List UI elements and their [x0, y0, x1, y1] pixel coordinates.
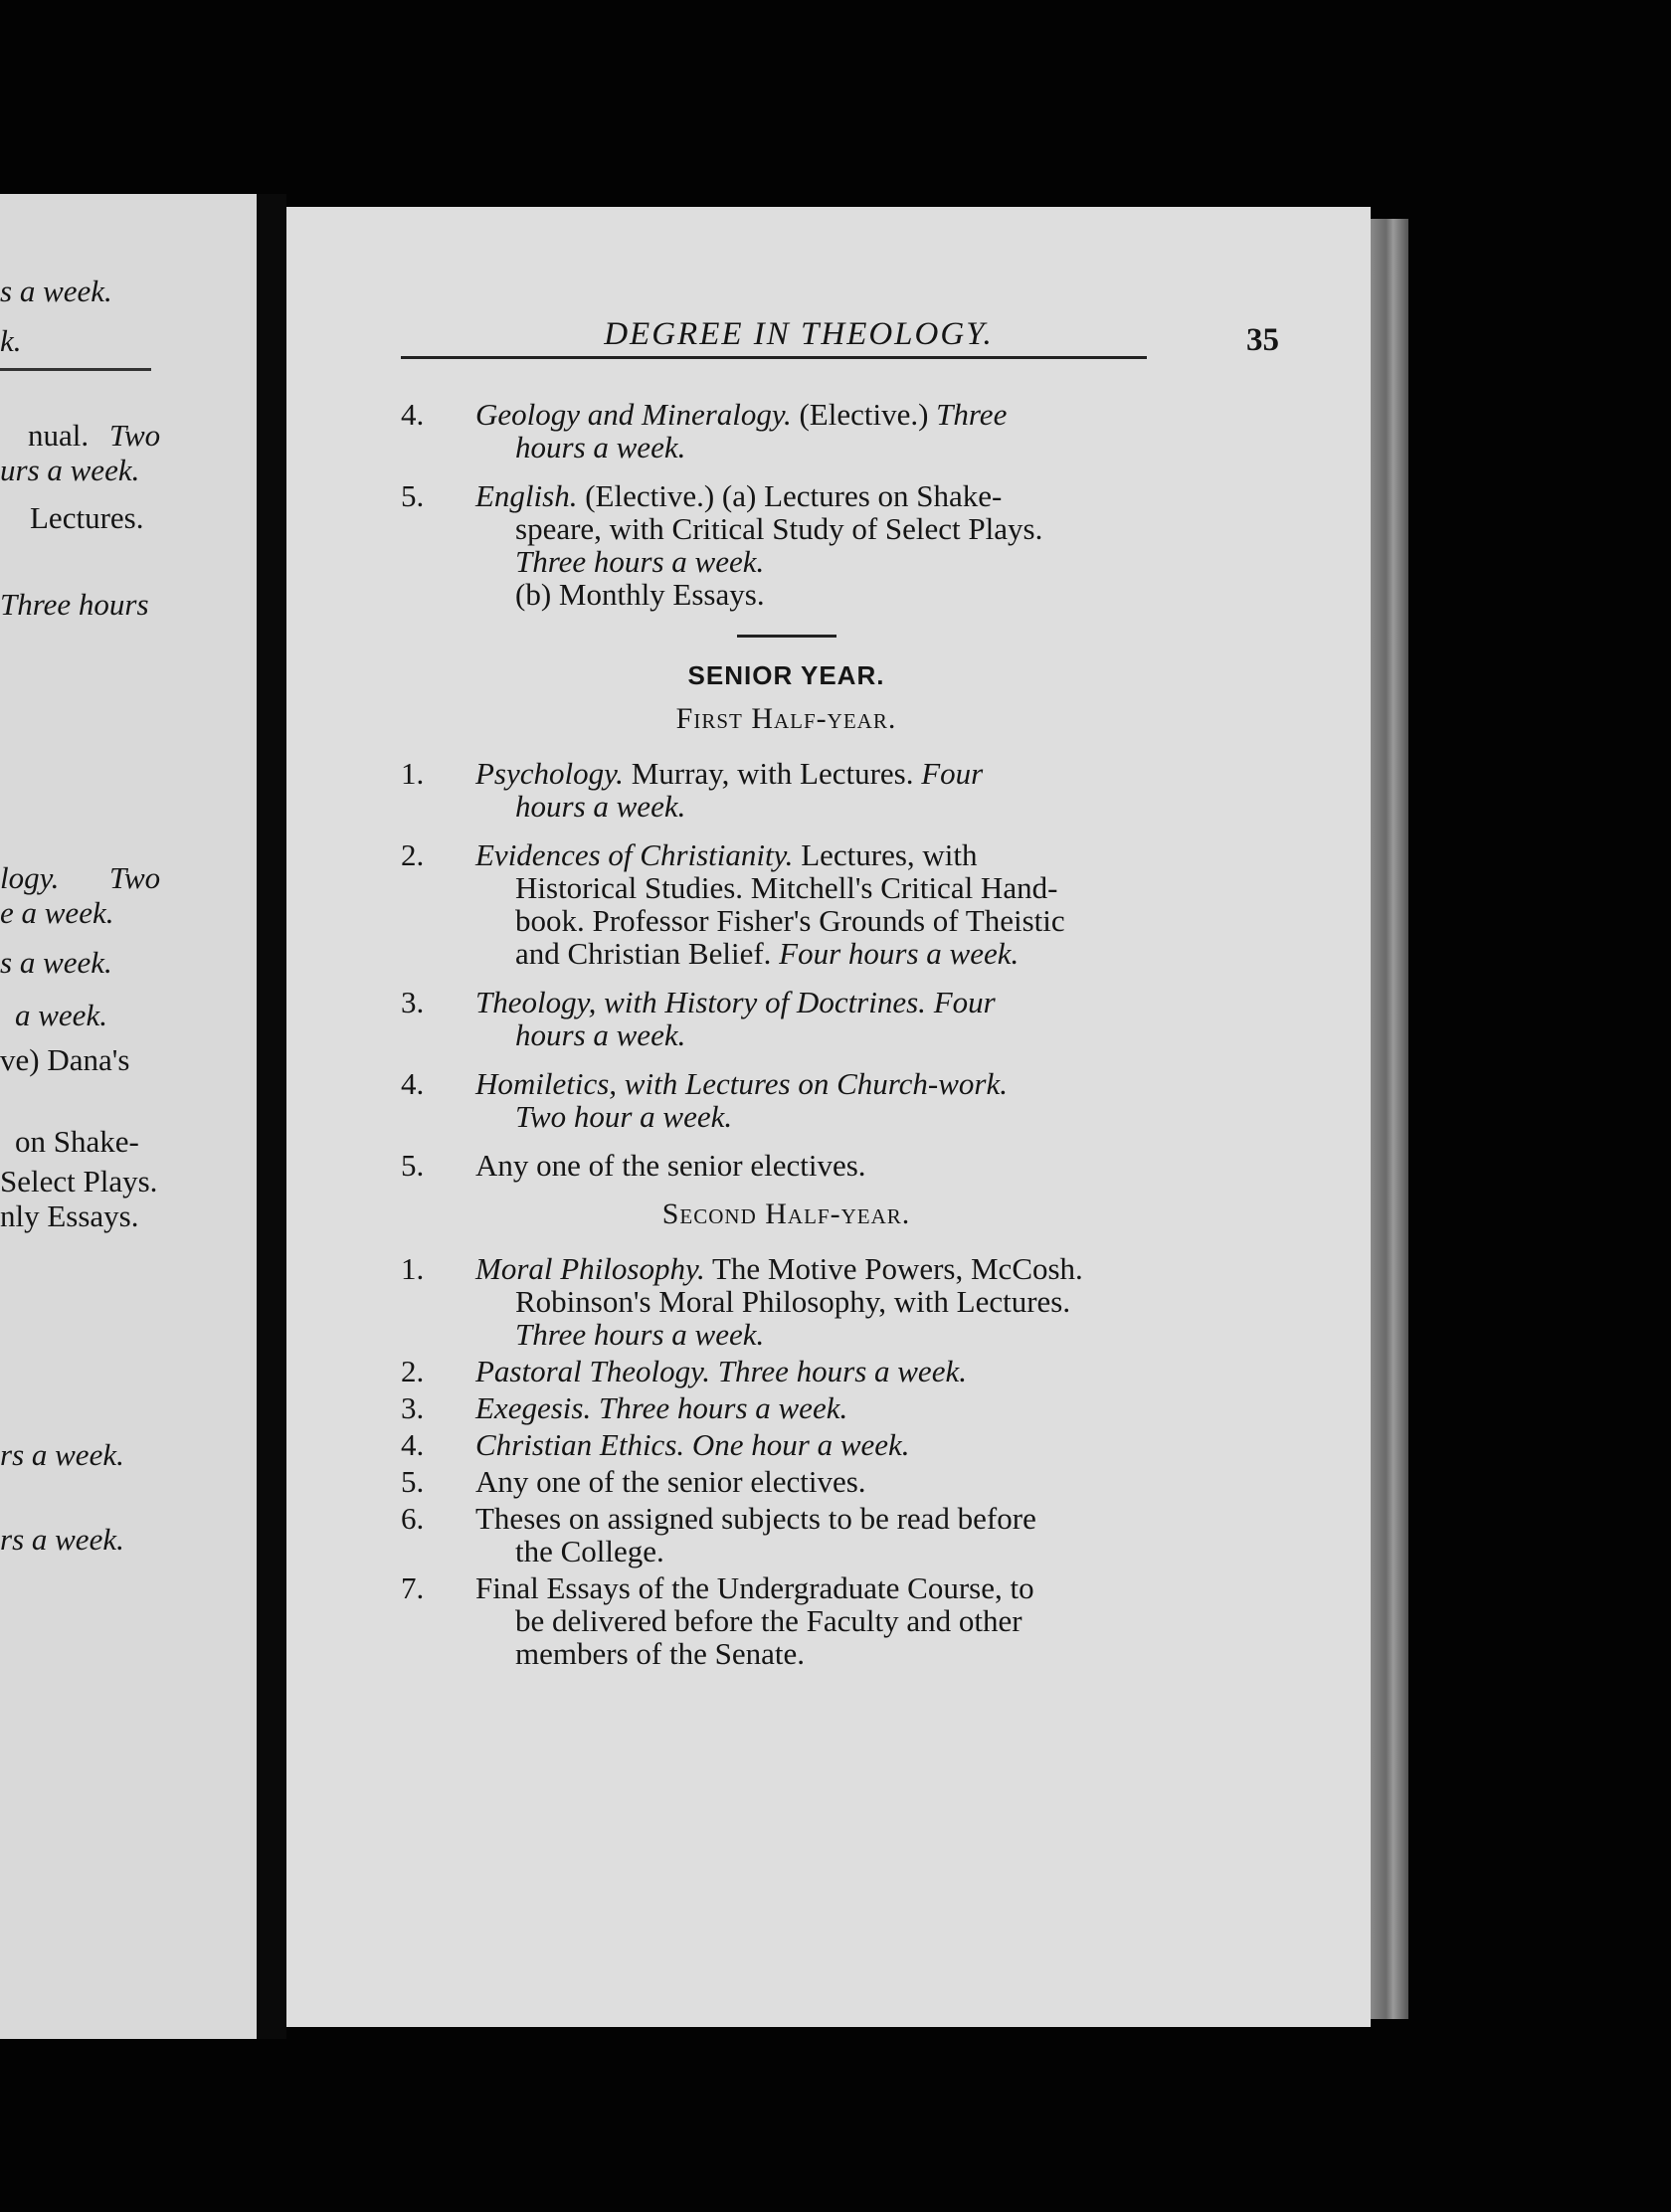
item-text: The Motive Powers, McCosh.	[704, 1251, 1083, 1286]
item-continuation	[475, 512, 1172, 545]
item-continuation	[475, 1100, 1172, 1133]
item-text: Historical Studies. Mitchell's Critical Hand-	[515, 870, 1058, 905]
left-fragment: Select Plays.	[0, 1164, 158, 1198]
item-continuation	[475, 578, 1172, 611]
left-fragment: Three hours	[0, 587, 149, 622]
left-fragment: Lectures.	[30, 500, 144, 535]
item-text: Any one of the senior electives.	[475, 1148, 866, 1183]
list-item	[401, 986, 1172, 1051]
item-text: Robinson's Moral Philosophy, with Lectures.	[515, 1284, 1071, 1319]
item-body	[475, 838, 1172, 871]
item-italic-text: Homiletics, with Lectures on Church-work.	[475, 1066, 1008, 1101]
list-item	[401, 1252, 1172, 1351]
first-half-list	[401, 757, 1172, 1182]
item-italic-text: Four hours a week.	[779, 936, 1020, 971]
item-number: 4.	[401, 397, 425, 432]
item-continuation	[475, 871, 1172, 904]
book-gutter	[257, 194, 286, 2039]
item-text: and Christian Belief.	[515, 936, 780, 971]
item-continuation	[475, 1285, 1172, 1318]
item-italic-text: Psychology.	[475, 756, 624, 791]
item-body	[475, 1502, 1172, 1535]
item-text: Murray, with Lectures.	[623, 756, 922, 791]
running-title: DEGREE IN THEOLOGY.	[604, 316, 994, 352]
item-number: 5.	[401, 478, 425, 513]
left-fragment: on Shake-	[15, 1124, 139, 1159]
item-continuation	[475, 937, 1172, 970]
left-fragment: a week.	[15, 998, 107, 1032]
left-page-rule	[0, 368, 151, 371]
item-italic-text: Evidences of Christianity.	[475, 837, 794, 872]
junior-items-list	[401, 398, 1172, 611]
left-fragment: rs a week.	[0, 1437, 124, 1472]
item-italic-text: Three hours a week.	[515, 1317, 765, 1352]
item-number: 5.	[401, 1148, 425, 1183]
left-fragment: rs a week.	[0, 1522, 124, 1557]
item-italic-text: Two hour a week.	[515, 1099, 733, 1134]
item-body	[475, 1252, 1172, 1285]
item-continuation	[475, 1535, 1172, 1567]
item-text: Lectures, with	[793, 837, 978, 872]
left-fragment: nly Essays.	[0, 1198, 139, 1233]
item-body	[475, 398, 1172, 431]
running-head	[401, 316, 1465, 386]
list-item	[401, 838, 1172, 970]
item-body	[475, 1391, 1172, 1424]
item-number: 3.	[401, 985, 425, 1019]
item-body	[475, 1149, 1172, 1182]
section-rule	[737, 635, 836, 638]
item-italic-text: English.	[475, 478, 578, 513]
item-continuation	[475, 431, 1172, 463]
list-item	[401, 1355, 1172, 1387]
item-text: speare, with Critical Study of Select Plays.	[515, 511, 1043, 546]
item-number: 2.	[401, 1354, 425, 1388]
page-number: 35	[1246, 322, 1279, 358]
list-item	[401, 1391, 1172, 1424]
item-body	[475, 1355, 1172, 1387]
item-continuation	[475, 1604, 1172, 1637]
list-item	[401, 757, 1172, 823]
item-text: Any one of the senior electives.	[475, 1464, 866, 1499]
item-number: 3.	[401, 1390, 425, 1425]
left-fragment: Two	[109, 860, 161, 895]
item-text: be delivered before the Faculty and other	[515, 1603, 1022, 1638]
left-fragment: k.	[0, 323, 22, 358]
head-rule	[401, 356, 1147, 359]
item-continuation	[475, 904, 1172, 937]
first-half-title: First Half-year.	[675, 702, 897, 735]
item-body	[475, 986, 1172, 1018]
item-text: (Elective.) (a) Lectures on Shake-	[577, 478, 1003, 513]
page-content	[401, 398, 1172, 1674]
item-italic-text: hours a week.	[515, 789, 686, 824]
left-fragment: nual.	[28, 418, 90, 453]
right-page	[286, 207, 1371, 2027]
left-fragment: s a week.	[0, 274, 112, 308]
item-body	[475, 1571, 1172, 1604]
item-text	[926, 985, 934, 1019]
item-continuation	[475, 1318, 1172, 1351]
item-text: (Elective.)	[791, 397, 937, 432]
item-text: (b) Monthly Essays.	[515, 577, 765, 612]
item-number: 5.	[401, 1464, 425, 1499]
left-fragment: ve) Dana's	[0, 1042, 130, 1077]
item-italic-text: Exegesis. Three hours a week.	[475, 1390, 848, 1425]
item-continuation	[475, 790, 1172, 823]
item-body	[475, 757, 1172, 790]
second-half-list	[401, 1252, 1172, 1670]
item-italic-text: Three	[936, 397, 1008, 432]
left-fragment: urs a week.	[0, 453, 140, 487]
item-number: 7.	[401, 1570, 425, 1605]
item-italic-text: Pastoral Theology. Three hours a week.	[475, 1354, 967, 1388]
item-continuation	[475, 545, 1172, 578]
left-fragment: e a week.	[0, 895, 114, 930]
list-item	[401, 398, 1172, 463]
list-item	[401, 1067, 1172, 1133]
item-number: 1.	[401, 756, 425, 791]
item-italic-text: Geology and Mineralogy.	[475, 397, 792, 432]
second-half-title: Second Half-year.	[661, 1198, 911, 1230]
item-italic-text: hours a week.	[515, 1017, 686, 1052]
item-italic-text: Four	[921, 756, 984, 791]
item-text: Theses on assigned subjects to be read before	[475, 1501, 1036, 1536]
list-item	[401, 479, 1172, 611]
page-edge	[1371, 219, 1408, 2019]
item-number: 2.	[401, 837, 425, 872]
item-italic-text: Moral Philosophy.	[475, 1251, 705, 1286]
item-text: Final Essays of the Undergraduate Course, to	[475, 1570, 1034, 1605]
item-italic-text: Christian Ethics. One hour a week.	[475, 1427, 910, 1462]
item-body	[475, 1428, 1172, 1461]
list-item	[401, 1571, 1172, 1670]
senior-year-title: SENIOR YEAR.	[687, 660, 885, 690]
item-text: book. Professor Fisher's Grounds of Theistic	[515, 903, 1065, 938]
item-body	[475, 1465, 1172, 1498]
list-item	[401, 1428, 1172, 1461]
item-body	[475, 479, 1172, 512]
item-text: members of the Senate.	[515, 1636, 805, 1671]
list-item	[401, 1465, 1172, 1498]
item-italic-text: hours a week.	[515, 430, 686, 464]
left-page	[0, 194, 257, 2039]
left-fragment: s a week.	[0, 945, 112, 980]
item-number: 1.	[401, 1251, 425, 1286]
item-continuation	[475, 1637, 1172, 1670]
list-item	[401, 1149, 1172, 1182]
item-body	[475, 1067, 1172, 1100]
item-italic-text: Theology, with History of Doctrines.	[475, 985, 926, 1019]
item-text: the College.	[515, 1534, 664, 1568]
item-continuation	[475, 1018, 1172, 1051]
left-fragment: Two	[109, 418, 161, 453]
item-number: 6.	[401, 1501, 425, 1536]
item-italic-text: Three hours a week.	[515, 544, 765, 579]
item-number: 4.	[401, 1427, 425, 1462]
left-fragment: logy.	[0, 860, 60, 895]
item-number: 4.	[401, 1066, 425, 1101]
list-item	[401, 1502, 1172, 1567]
item-italic-text: Four	[933, 985, 996, 1019]
